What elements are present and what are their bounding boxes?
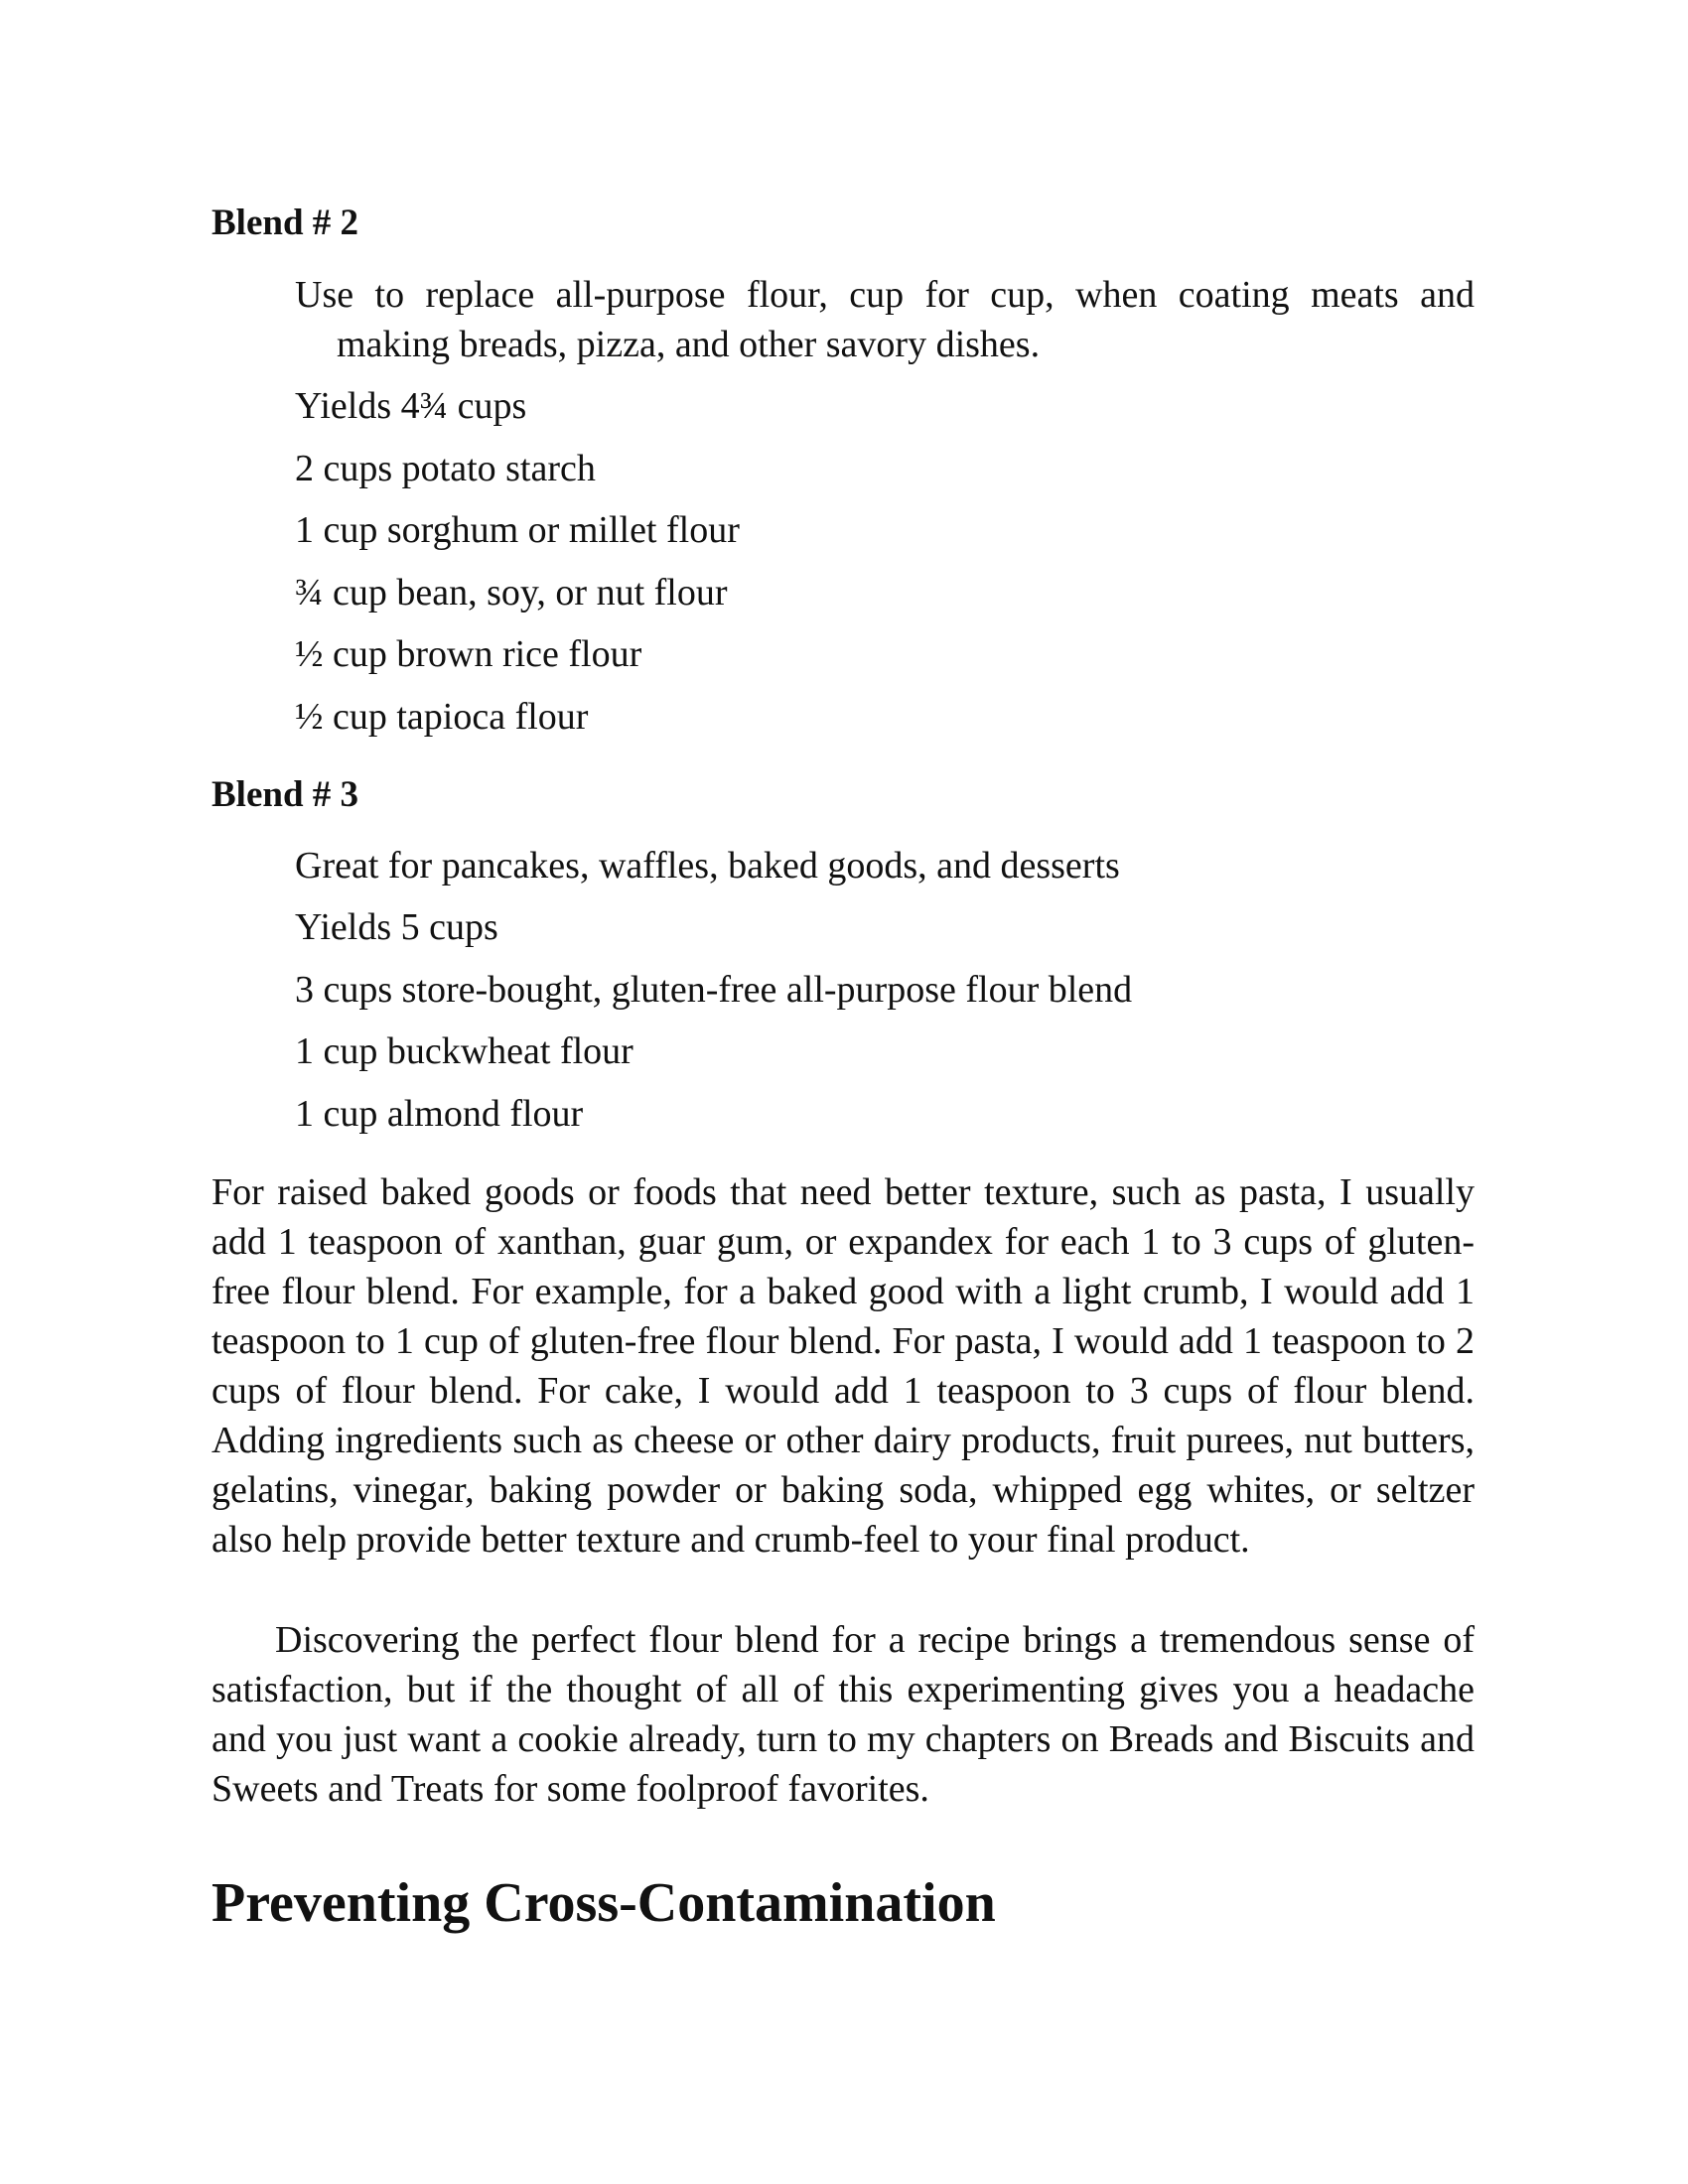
blend-3-ingredient: 1 cup almond flour [295,1093,584,1135]
section-title: Preventing Cross-Contamination [211,1872,996,1934]
blend-2-description-line-2: making breads, pizza, and other savory dishes. [337,324,1041,365]
body-paragraph: Discovering the perfect flour blend for a recipe brings a tremendous sense of satisfaction, but if the thought of all of this experimenting gives you a headache and you just want a cookie already, turn to my chapters on Breads and Biscuits and Sweets and Treats for some foolproof favorites. [211,1619,1475,1810]
blend-3-ingredient: 1 cup buckwheat flour [295,1030,633,1072]
blend-2-ingredient: 1 cup sorghum or millet flour [295,509,740,551]
blend-2-ingredient: ½ cup tapioca flour [295,696,589,738]
blend-3-yield: Yields 5 cups [295,906,498,948]
blend-2-ingredient: ½ cup brown rice flour [295,633,642,675]
blend-3-heading: Blend # 3 [211,774,359,815]
blend-2-heading: Blend # 2 [211,203,359,243]
blend-3-ingredient: 3 cups store-bought, gluten-free all-purpose flour blend [295,969,1133,1011]
blend-2-ingredient: 2 cups potato starch [295,448,596,489]
body-paragraph: For raised baked goods or foods that need better texture, such as pasta, I usually add 1 teaspoon of xanthan, guar gum, or expandex for each 1 to 3 cups of gluten-free flour blend. For example, for a baked good with a light crumb, I would add 1 teaspoon to 1 cup of gluten-free flour blend. For pasta, I would add 1 teaspoon to 2 cups of flour blend. For cake, I would add 1 teaspoon to 3 cups of flour blend. Adding ingredients such as cheese or other dairy products, fruit purees, nut butters, gelatins, vinegar, baking powder or baking soda, whipped egg whites, or seltzer also help provide better texture and crumb-feel to your final product. [211,1171,1475,1561]
blend-3-description: Great for pancakes, waffles, baked goods, and desserts [295,845,1120,887]
blend-2-yield: Yields 4¾ cups [295,385,527,427]
blend-2-description [295,270,1475,369]
blend-2-description-line-1: Use to replace all-purpose flour, cup for cup, when coating meats and [295,274,1475,316]
book-page [211,0,1475,2184]
blend-2-ingredient: ¾ cup bean, soy, or nut flour [295,572,728,614]
